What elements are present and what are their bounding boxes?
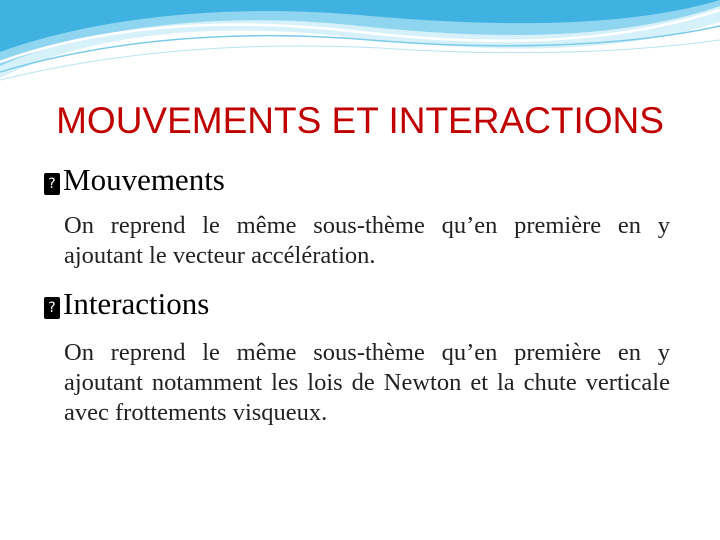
wave-line-3 xyxy=(0,40,720,80)
slide-title: MOUVEMENTS ET INTERACTIONS xyxy=(56,100,664,141)
section-heading-text: Interactions xyxy=(63,286,210,321)
section-text-interactions: On reprend le même sous-thème qu’en première en y ajoutant notamment les lois de Newton et la chute verticale avec frottements visqueux. xyxy=(64,339,670,426)
missing-glyph-box-icon: ? xyxy=(44,173,60,195)
section-heading-interactions xyxy=(44,284,209,324)
section-heading-text: Mouvements xyxy=(63,162,225,197)
section-heading-mouvements xyxy=(44,160,225,200)
section-text-mouvements: On reprend le même sous-thème qu’en première en y ajoutant le vecteur accélération. xyxy=(64,212,670,269)
missing-glyph-box-icon: ? xyxy=(44,297,60,319)
wave-decoration xyxy=(0,0,720,90)
